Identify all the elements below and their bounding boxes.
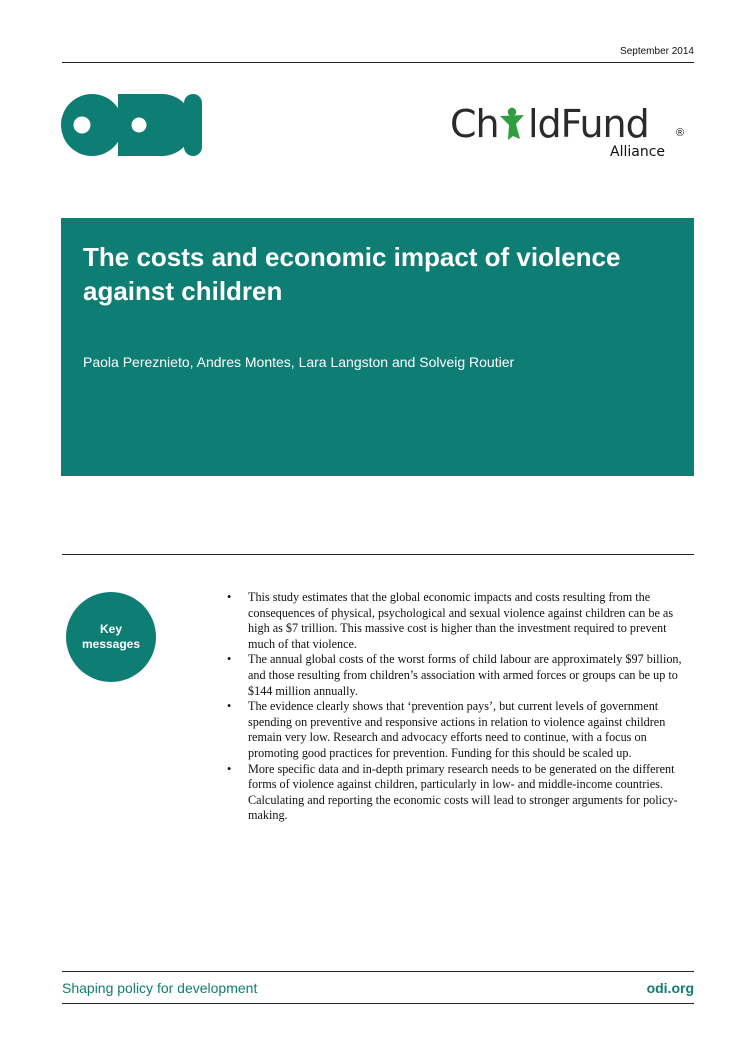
title-banner	[61, 218, 694, 476]
key-message-item: • The evidence clearly shows that ‘prevention pays’, but current levels of government spending on preventive and responsive actions in relation to violence against children remain very low. Research and advocacy efforts need to continue, with a focus on promoting good practices for prevention. Funding for this should be scaled up.	[222, 699, 694, 761]
key-messages-list	[222, 590, 694, 824]
key-messages-label-2: messages	[81, 637, 141, 651]
key-messages-badge	[66, 592, 156, 682]
footer-bottom-rule	[62, 1003, 694, 1004]
svg-text:Ch: Ch	[450, 102, 499, 146]
publication-date: September 2014	[620, 46, 694, 57]
report-authors: Paola Pereznieto, Andres Montes, Lara Langston and Solveig Routier	[83, 354, 515, 370]
footer-website-link[interactable]: odi.org	[646, 980, 694, 996]
key-messages-label-1: Key	[99, 622, 122, 636]
header-rule	[62, 62, 694, 63]
svg-text:ldFund: ldFund	[528, 102, 649, 146]
odi-logo	[60, 92, 210, 161]
section-rule	[62, 554, 694, 555]
childfund-alliance-label: Alliance	[610, 144, 666, 160]
footer-top-rule	[62, 971, 694, 972]
report-title: The costs and economic impact of violence against children	[83, 242, 621, 306]
registered-mark: ®	[676, 127, 685, 139]
footer-tagline: Shaping policy for development	[62, 980, 258, 996]
child-figure-icon	[500, 108, 524, 140]
key-message-item: • This study estimates that the global economic impacts and costs resulting from the consequences of physical, psychological and sexual violence against children can be as high as $7 trillion. This massive cost is higher than the investment required to prevent much of that violence.	[222, 590, 694, 652]
key-message-item: • The annual global costs of the worst forms of child labour are approximately $97 billion, and those resulting from children’s association with armed forces or groups can be up to $144 million annually.	[222, 652, 694, 699]
key-message-item: • More specific data and in-depth primary research needs to be generated on the different forms of violence against children, particularly in low- and middle-income countries. Calculating and reporting the economic costs will lead to stronger arguments for policy-making.	[222, 762, 694, 824]
